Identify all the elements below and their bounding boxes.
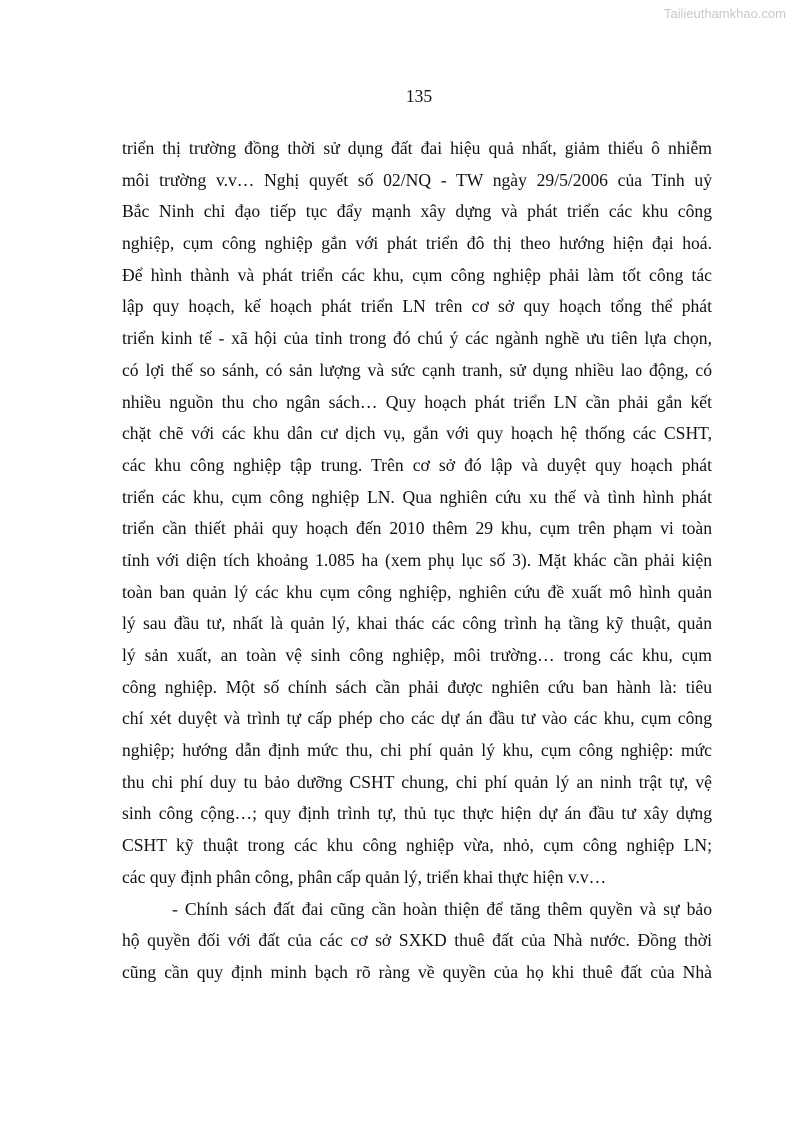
text-line: triển cần thiết phải quy hoạch đến 2010 thêm 29 khu, cụm trên phạm vi toàn	[122, 518, 712, 539]
text-line: nghiệp; hướng dẫn định mức thu, chi phí quản lý khu, cụm công nghiệp: mức	[122, 740, 712, 761]
text-line: chí xét duyệt và trình tự cấp phép cho các dự án đầu tư vào các khu, cụm công	[122, 708, 712, 729]
text-line: Bắc Ninh chỉ đạo tiếp tục đẩy mạnh xây dựng và phát triển các khu công	[122, 201, 712, 222]
watermark: Tailieuthamkhao.com	[663, 6, 786, 21]
text-line: các quy định phân công, phân cấp quản lý, triển khai thực hiện v.v…	[122, 866, 607, 887]
text-line: có lợi thế so sánh, có sản lượng và sức cạnh tranh, sử dụng nhiều lao động, có	[122, 359, 712, 380]
body-text	[122, 133, 712, 989]
text-line: cũng cần quy định minh bạch rõ ràng về quyền của họ khi thuê đất của Nhà	[122, 961, 712, 982]
text-line: lý sau đầu tư, nhất là quản lý, khai thác các công trình hạ tầng kỹ thuật, quản	[122, 613, 712, 634]
text-line: thu chi phí duy tu bảo dưỡng CSHT chung, chi phí quản lý an ninh trật tự, vệ	[122, 771, 712, 792]
text-line: toàn ban quản lý các khu cụm công nghiệp, nghiên cứu đề xuất mô hình quản	[122, 581, 712, 602]
text-line: hộ quyền đối với đất của các cơ sở SXKD thuê đất của Nhà nước. Đồng thời	[122, 930, 712, 951]
text-line: nhiều nguồn thu cho ngân sách… Quy hoạch phát triển LN cần phải gắn kết	[122, 391, 712, 412]
text-line: Để hình thành và phát triển các khu, cụm công nghiệp phải làm tốt công tác	[122, 264, 712, 285]
text-line: công nghiệp. Một số chính sách cần phải được nghiên cứu ban hành là: tiêu	[122, 676, 712, 697]
text-line: chặt chẽ với các khu dân cư dịch vụ, gắn với quy hoạch hệ thống các CSHT,	[122, 423, 712, 444]
text-line: lý sản xuất, an toàn vệ sinh công nghiệp, môi trường… trong các khu, cụm	[122, 645, 712, 665]
text-line: triển thị trường đồng thời sử dụng đất đai hiệu quả nhất, giảm thiểu ô nhiễm	[122, 138, 712, 158]
text-line: triển kinh tế - xã hội của tỉnh trong đó chú ý các ngành nghề ưu tiên lựa chọn,	[122, 328, 712, 349]
text-line: tỉnh với diện tích khoảng 1.085 ha (xem phụ lục số 3). Mặt khác cần phải kiện	[122, 549, 712, 570]
text-line: sinh công cộng…; quy định trình tự, thủ tục thực hiện dự án đầu tư xây dựng	[122, 803, 712, 824]
text-line: CSHT kỹ thuật trong các khu công nghiệp vừa, nhỏ, cụm công nghiệp LN;	[122, 835, 712, 856]
text-line: - Chính sách đất đai cũng cần hoàn thiện để tăng thêm quyền và sự bảo	[172, 898, 712, 919]
text-line: nghiệp, cụm công nghiệp gắn với phát triển đô thị theo hướng hiện đại hoá.	[122, 233, 712, 254]
text-line: môi trường v.v… Nghị quyết số 02/NQ - TW ngày 29/5/2006 của Tỉnh uỷ	[122, 169, 712, 190]
page-number: 135	[405, 86, 433, 106]
text-line: triển các khu, cụm công nghiệp LN. Qua nghiên cứu xu thế và tình hình phát	[122, 486, 712, 507]
text-line: các khu công nghiệp tập trung. Trên cơ sở đó lập và duyệt quy hoạch phát	[122, 454, 712, 475]
text-line: lập quy hoạch, kế hoạch phát triển LN trên cơ sở quy hoạch tổng thể phát	[122, 296, 712, 317]
